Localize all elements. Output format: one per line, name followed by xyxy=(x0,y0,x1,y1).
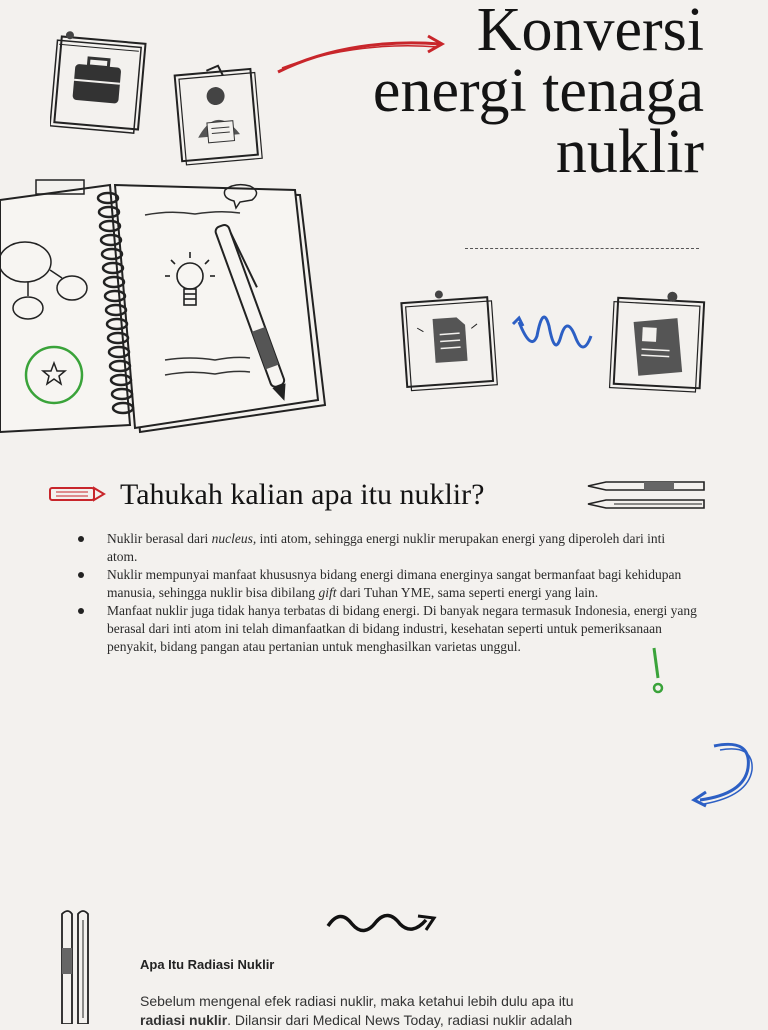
person-photo-note-icon xyxy=(170,58,265,166)
id-card-note-icon xyxy=(608,288,708,396)
list-item: Manfaat nuklir juga tidak hanya terbatas di bidang energi. Di banyak negara termasuk Indonesia, energi yang berasal dari inti atom ini telah dimanfaatkan di bidang industri, kesehatan seperti untuk pemeriksanaan penyakit, bidang pangan atau pertanian untuk menghasilkan varietas unggul. xyxy=(78,602,698,655)
title-divider xyxy=(465,248,699,249)
briefcase-note-icon xyxy=(50,30,150,135)
list-item: Nuklir berasal dari nucleus, inti atom, sehingga energi nuklir merupakan energi yang diperoleh dari inti atom. xyxy=(78,530,698,565)
black-wavy-arrow-icon xyxy=(322,906,446,936)
bullet-list xyxy=(78,530,698,656)
section-heading: Tahukah kalian apa itu nuklir? xyxy=(120,478,485,511)
pens-icon xyxy=(584,476,710,512)
list-item: Nuklir mempunyai manfaat khususnya bidang energi dimana energinya sangat bermanfaat bagi kehidupan manusia, sehingga nuklir bisa dibilang gift dari Tuhan YME, sama seperti energi yang lain. xyxy=(78,566,698,601)
blue-squiggle-icon xyxy=(505,296,600,362)
title-line-2: energi tenaga xyxy=(372,57,704,125)
vertical-pens-icon xyxy=(54,908,94,1024)
red-arrow-icon xyxy=(270,28,450,78)
red-marker-icon xyxy=(46,484,108,504)
bullet-dot-icon xyxy=(78,536,84,542)
notebook-illustration-icon xyxy=(0,170,340,440)
section-body: Sebelum mengenal efek radiasi nuklir, maka ketahui lebih dulu apa itu radiasi nuklir. Dilansir dari Medical News Today, radiasi nuklir adalah xyxy=(140,993,574,1028)
section-title: Apa Itu Radiasi Nuklir xyxy=(140,957,275,972)
green-exclamation-icon xyxy=(646,644,666,696)
bullet-dot-icon xyxy=(78,572,84,578)
document-note-icon xyxy=(398,286,498,392)
bullet-dot-icon xyxy=(78,608,84,614)
blue-curved-arrow-icon xyxy=(684,738,758,810)
title-line-1: Konversi xyxy=(476,0,704,64)
title-line-3: nuklir xyxy=(555,118,704,186)
